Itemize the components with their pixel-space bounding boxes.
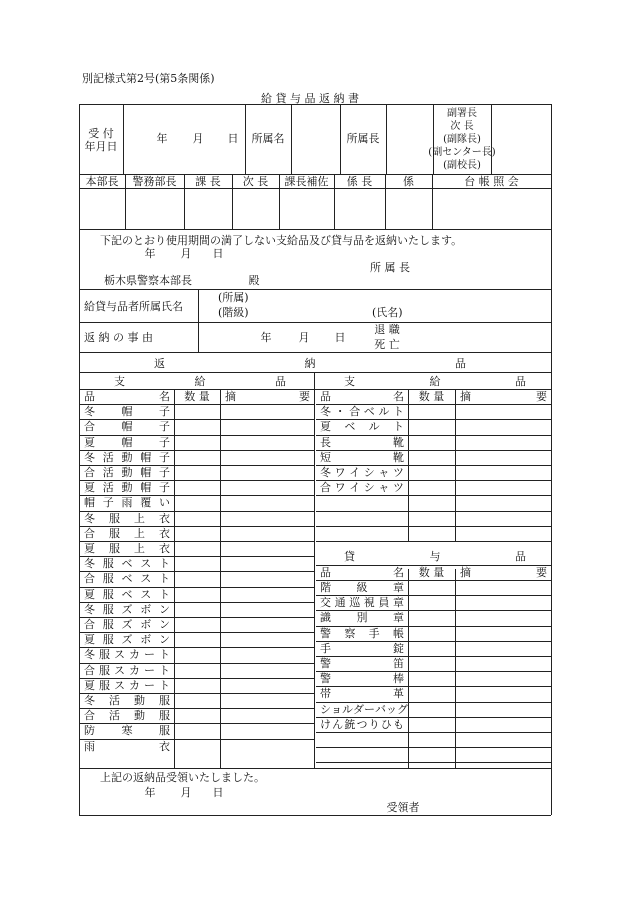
notice-addressee: 栃木県警察本部長 — [104, 273, 192, 287]
row-line — [316, 526, 551, 527]
loan-col-item-part: 品 — [320, 566, 331, 579]
left-item: 合 服 上 衣 — [84, 527, 170, 540]
loan-col-note-part: 摘 — [460, 566, 471, 579]
rank-item: (副センター長) — [428, 146, 496, 158]
notice-month: 月 — [180, 246, 192, 260]
reason-label: 返 納 の 事 由 — [84, 330, 153, 344]
right-col-item — [316, 389, 408, 404]
supply-header-right-part: 給 — [429, 374, 441, 388]
receipt-day: 日 — [212, 785, 224, 799]
receipt-month: 月 — [180, 785, 192, 799]
reason-day: 日 — [334, 330, 346, 344]
right-col-note-part: 要 — [536, 390, 547, 403]
returns-header — [150, 355, 470, 371]
right-loan-item: シ ョ ル ダ ー バ ッ グ — [320, 703, 408, 716]
left-col-qty: 数 量 — [184, 390, 210, 403]
left-item: 合 帽 子 — [84, 420, 170, 433]
reason-retire: 退 職 — [374, 323, 400, 336]
loan-col-item-part: 名 — [393, 566, 404, 579]
rule-line — [291, 104, 292, 174]
row-line — [79, 289, 551, 290]
reason-death: 死 亡 — [374, 338, 400, 351]
right-supply-item: 冬 ・ 合 ベ ル ト — [320, 405, 404, 418]
right-loan-item: け ん 銃 つ り ひ も — [320, 718, 404, 731]
reception-label-part: 年月日 — [84, 140, 118, 153]
left-col-note-part: 要 — [299, 390, 310, 403]
rank-item: (副隊長) — [443, 133, 481, 145]
left-item: 合 活 動 服 — [84, 709, 170, 722]
loan-col-item — [316, 565, 408, 580]
right-loan-item: 識 別 章 — [320, 611, 404, 624]
notice-text: 下記のとおり使用期間の満了しない支給品及び貸与品を返納いたします。 — [100, 233, 463, 247]
loan-header — [340, 549, 530, 564]
rule-line — [123, 104, 124, 174]
rank-item: (副校長) — [443, 159, 481, 171]
right-supply-item: 夏 ベ ル ト — [320, 420, 404, 433]
right-loan-item: 警 笛 — [320, 657, 404, 670]
frame-right — [551, 104, 552, 815]
approval-2: 課 長 — [195, 174, 221, 188]
right-loan-item: 帯 革 — [320, 687, 404, 700]
reason-month: 月 — [298, 330, 310, 344]
left-item: 夏 活 動 帽 子 — [84, 481, 170, 494]
rule-line — [408, 569, 409, 768]
supply-header-right — [340, 374, 530, 388]
reception-year: 年 — [156, 131, 168, 145]
left-item: 冬 帽 子 — [84, 405, 170, 418]
right-col-note-part: 摘 — [460, 390, 471, 403]
supply-header-right-part: 支 — [344, 374, 355, 388]
right-loan-item: 警 察 手 帳 — [320, 627, 404, 640]
center-divider — [314, 372, 315, 768]
right-col-note — [456, 389, 551, 404]
rule-line — [174, 389, 175, 768]
left-item: 合 服 ス カ ー ト — [84, 664, 170, 677]
left-item: 帽 子 雨 覆 い — [84, 496, 170, 509]
returns-header-part: 品 — [455, 356, 466, 370]
right-supply-item: 長 靴 — [320, 436, 404, 449]
rule-line — [491, 104, 492, 174]
rule-line — [386, 104, 387, 174]
row-line — [316, 511, 551, 512]
right-loan-item: 階 級 章 — [320, 581, 404, 594]
loan-header-part: 品 — [515, 550, 526, 563]
supply-header-left-part: 支 — [114, 374, 125, 388]
loan-col-qty: 数 量 — [418, 566, 445, 579]
notice-honorific: 殿 — [248, 273, 260, 287]
left-item: 冬 服 ベ ス ト — [84, 557, 170, 570]
person-affiliation: (所属) — [218, 290, 249, 304]
left-item: 夏 服 ベ ス ト — [84, 588, 170, 601]
left-item: 合 活 動 帽 子 — [84, 466, 170, 479]
shozoku-label: 所属名 — [251, 131, 285, 145]
right-supply-item: 短 靴 — [320, 451, 404, 464]
row-line — [79, 372, 551, 373]
left-item: 冬 服 ズ ボ ン — [84, 603, 170, 616]
row-line — [79, 229, 551, 230]
form-label: 別記様式第2号(第5条関係) — [82, 71, 215, 85]
rank-item: 副署長 — [447, 107, 477, 119]
left-col-note — [221, 389, 314, 404]
left-item: 冬 服 上 衣 — [84, 512, 170, 525]
loan-header-part: 与 — [429, 550, 441, 563]
receipt-receiver: 受領者 — [386, 800, 420, 814]
row-line — [79, 188, 551, 189]
left-item: 夏 服 ス カ ー ト — [84, 679, 170, 692]
left-col-item-part: 名 — [159, 390, 170, 403]
form-title: 給 貸 与 品 返 納 書 — [261, 91, 359, 105]
approval-6: 係 — [403, 174, 414, 188]
approval-3: 次 長 — [242, 174, 269, 188]
frame-top — [79, 104, 551, 105]
returns-header-part: 返 — [154, 356, 165, 370]
person-name: (氏名) — [372, 305, 403, 319]
row-line — [316, 762, 551, 763]
row-line — [316, 747, 551, 748]
right-supply-item: 合 ワ イ シ ャ ツ — [320, 481, 404, 494]
reception-day: 日 — [227, 131, 239, 145]
loan-header-part: 貸 — [344, 550, 355, 563]
supply-header-left-part: 給 — [194, 374, 206, 388]
loan-col-note — [456, 565, 551, 580]
notice-year: 年 — [144, 246, 156, 260]
rank-item: 次 長 — [450, 120, 474, 132]
left-item: 冬 活 動 帽 子 — [84, 451, 170, 464]
reason-year: 年 — [260, 330, 272, 344]
supply-header-right-part: 品 — [515, 374, 526, 388]
right-col-item-part: 品 — [320, 390, 331, 403]
supply-header-left-part: 品 — [275, 374, 286, 388]
row-line — [79, 322, 551, 323]
left-col-item — [80, 389, 174, 404]
right-loan-item: 手 錠 — [320, 642, 404, 655]
right-supply-item: 冬 ワ イ シ ャ ツ — [320, 466, 404, 479]
row-line — [316, 541, 551, 542]
reception-label-part: 受 付 — [88, 127, 114, 140]
approval-1: 警務部長 — [132, 174, 177, 188]
left-col-note-part: 摘 — [225, 390, 236, 403]
notice-chief: 所 属 長 — [370, 260, 410, 274]
row-line — [79, 352, 551, 353]
approval-4: 課長補佐 — [284, 174, 329, 188]
person-label: 給貸与品者所属氏名 — [84, 299, 183, 313]
returns-header-part: 納 — [304, 356, 316, 370]
left-item: 冬 服 ス カ ー ト — [84, 648, 170, 661]
rule-line — [455, 569, 456, 768]
left-item: 夏 帽 子 — [84, 436, 170, 449]
loan-col-note-part: 要 — [536, 566, 547, 579]
left-item: 冬 活 動 服 — [84, 694, 170, 707]
shozokucho-label: 所属長 — [346, 131, 380, 145]
approval-7: 台 帳 照 会 — [464, 174, 519, 188]
right-loan-item: 交 通 巡 視 員 章 — [320, 596, 404, 609]
left-item: 防 寒 服 — [84, 724, 170, 737]
supply-header-left — [110, 374, 290, 388]
left-col-item-part: 品 — [84, 390, 95, 403]
person-rank: (階級) — [218, 305, 249, 319]
rule-line — [220, 389, 221, 768]
approval-0: 本部長 — [85, 174, 119, 188]
left-item: 夏 服 上 衣 — [84, 542, 170, 555]
approval-5: 係 長 — [346, 174, 373, 188]
left-item: 合 服 ベ ス ト — [84, 572, 170, 585]
right-col-qty: 数 量 — [418, 390, 445, 403]
row-line — [79, 768, 551, 769]
row-line — [316, 732, 551, 733]
reception-month: 月 — [192, 131, 204, 145]
receipt-text: 上記の返納品受領いたしました。 — [100, 771, 265, 784]
left-item: 雨 衣 — [84, 740, 170, 753]
reception-label — [80, 120, 122, 160]
left-item: 夏 服 ズ ボ ン — [84, 633, 170, 646]
row-line — [316, 495, 551, 496]
left-item: 合 服 ズ ボ ン — [84, 618, 170, 631]
receipt-year: 年 — [144, 785, 156, 799]
frame-bottom — [79, 815, 551, 816]
rank-list — [428, 106, 496, 172]
right-col-item-part: 名 — [393, 390, 404, 403]
notice-day: 日 — [212, 246, 224, 260]
right-loan-item: 警 棒 — [320, 672, 404, 685]
